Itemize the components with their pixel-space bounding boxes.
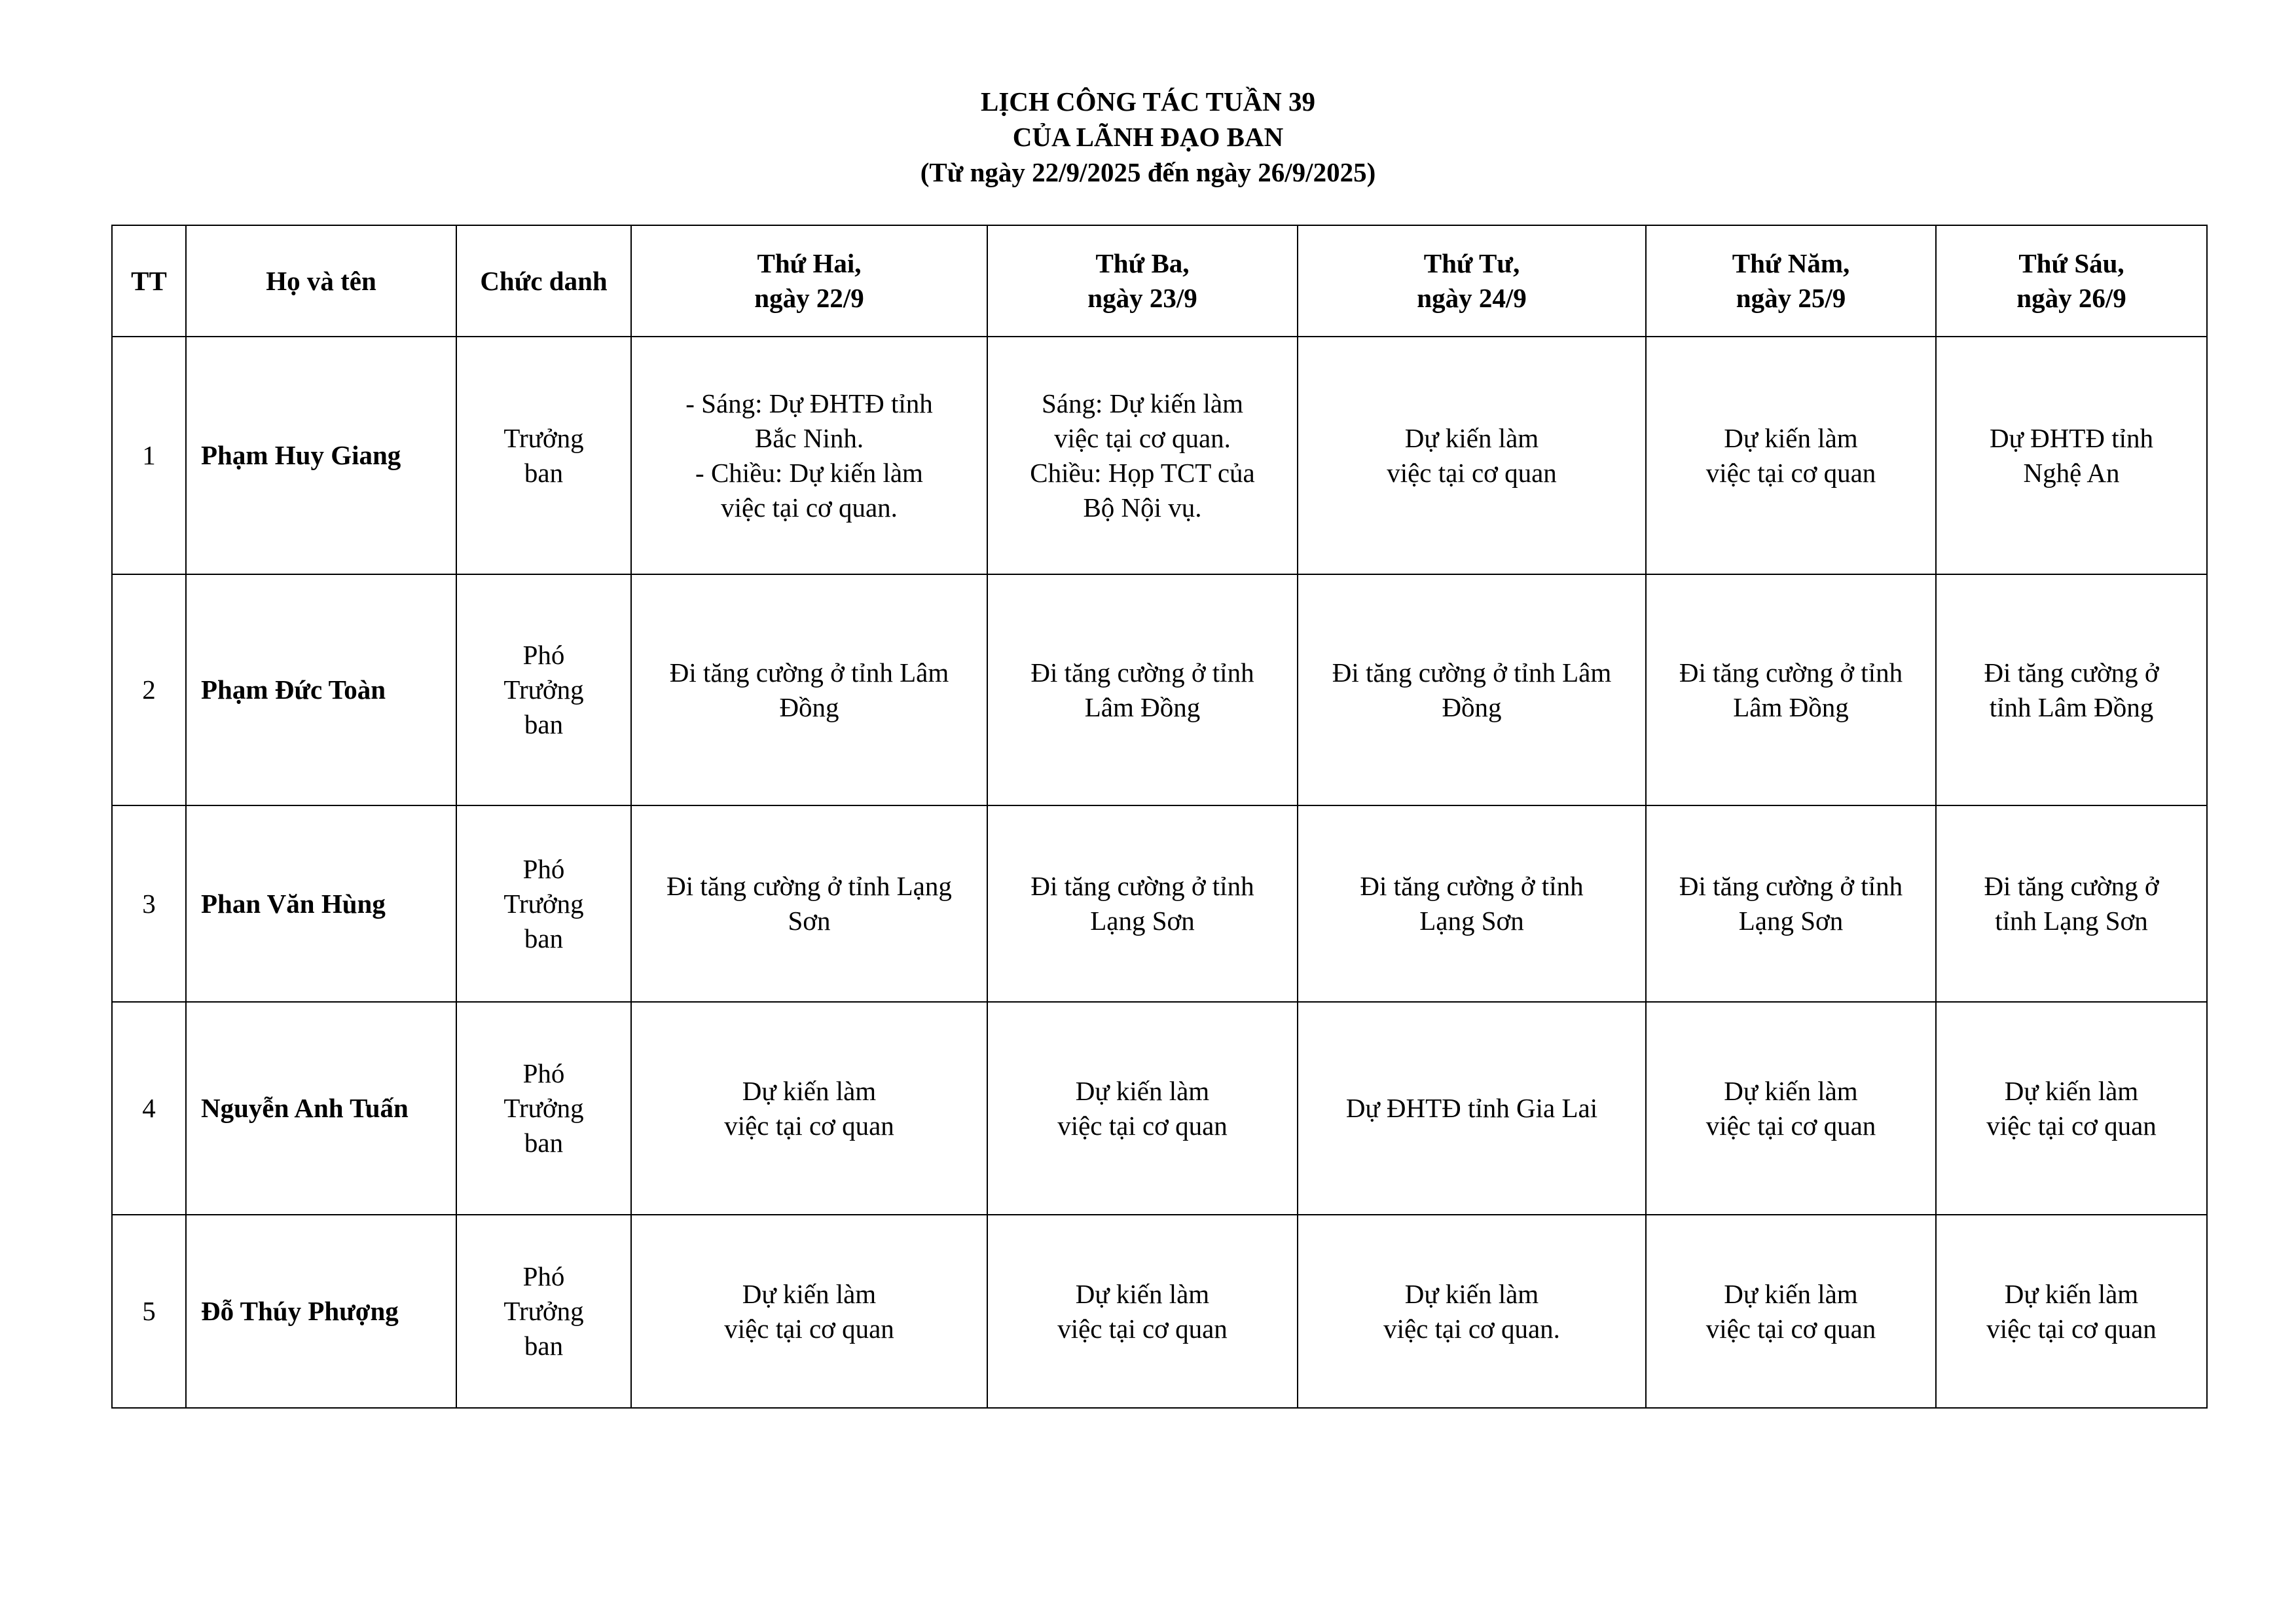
header-name: Họ và tên	[186, 225, 456, 337]
header-date: ngày 25/9	[1736, 283, 1846, 313]
header-date: ngày 22/9	[754, 283, 864, 313]
position-title-line: Trưởng	[503, 888, 584, 919]
schedule-cell-line: Đi tăng cường ở tỉnh Lâm	[669, 657, 949, 688]
schedule-cell-line: việc tại cơ quan	[1057, 1110, 1228, 1141]
schedule-cell-line: việc tại cơ quan.	[721, 492, 898, 523]
schedule-cell-line: Đi tăng cường ở tỉnh Lạng	[666, 871, 952, 901]
table-header-row	[112, 225, 2207, 337]
document-title	[0, 84, 2296, 190]
position-title-line: ban	[524, 923, 564, 953]
header-title: Chức danh	[456, 225, 631, 337]
schedule-cell-line: Dự kiến làm	[1075, 1075, 1210, 1106]
schedule-cell-line: Đi tăng cường ở tỉnh	[1360, 871, 1584, 901]
schedule-cell-line: việc tại cơ quan	[1057, 1313, 1228, 1344]
row-number: 3	[112, 805, 186, 1002]
header-weekday: Thứ Tư,	[1423, 248, 1520, 278]
header-day-friday	[1936, 225, 2207, 337]
person-name: Phạm Đức Toàn	[186, 574, 456, 805]
schedule-cell-line: Đi tăng cường ở tỉnh	[1679, 871, 1903, 901]
header-weekday: Thứ Năm,	[1732, 248, 1850, 278]
schedule-cell-wednesday	[1298, 1215, 1646, 1408]
schedule-cell-tuesday	[987, 574, 1298, 805]
table-row	[112, 574, 2207, 805]
schedule-cell-line: Dự kiến làm	[1724, 1075, 1858, 1106]
schedule-cell-line: - Chiều: Dự kiến làm	[695, 457, 923, 488]
schedule-cell-line: Đồng	[779, 692, 839, 722]
schedule-cell-line: Lạng Sơn	[1090, 906, 1195, 936]
schedule-cell-thursday	[1646, 337, 1936, 574]
schedule-cell-friday	[1936, 574, 2207, 805]
person-name: Phạm Huy Giang	[186, 337, 456, 574]
schedule-cell-line: việc tại cơ quan	[724, 1110, 894, 1141]
position-title-line: Trưởng	[503, 1093, 584, 1123]
schedule-cell-line: Dự kiến làm	[1724, 422, 1858, 453]
position-title-line: ban	[524, 457, 564, 488]
schedule-cell-line: Đi tăng cường ở tỉnh	[1030, 871, 1254, 901]
schedule-cell-line: Dự ĐHTĐ tỉnh	[1990, 422, 2153, 453]
schedule-cell-line: việc tại cơ quan	[1705, 457, 1876, 488]
schedule-cell-tuesday	[987, 337, 1298, 574]
schedule-cell-line: Dự kiến làm	[1404, 1278, 1539, 1309]
schedule-cell-line: Dự kiến làm	[1404, 422, 1539, 453]
position-title-line: Phó	[522, 1058, 565, 1088]
position-title	[456, 337, 631, 574]
schedule-cell-line: Dự ĐHTĐ tỉnh Gia Lai	[1345, 1093, 1598, 1123]
schedule-cell-line: Dự kiến làm	[1724, 1278, 1858, 1309]
schedule-cell-line: việc tại cơ quan	[1387, 457, 1557, 488]
position-title-line: Phó	[522, 640, 565, 670]
schedule-cell-thursday	[1646, 1215, 1936, 1408]
schedule-cell-monday	[631, 574, 987, 805]
row-number: 2	[112, 574, 186, 805]
row-number: 1	[112, 337, 186, 574]
header-day-monday	[631, 225, 987, 337]
schedule-cell-line: Đi tăng cường ở tỉnh	[1030, 657, 1254, 688]
position-title-line: Trưởng	[503, 674, 584, 705]
schedule-cell-line: việc tại cơ quan.	[1383, 1313, 1560, 1344]
schedule-cell-line: Dự kiến làm	[742, 1075, 877, 1106]
schedule-cell-line: - Sáng: Dự ĐHTĐ tỉnh	[685, 388, 933, 418]
schedule-cell-line: việc tại cơ quan	[1705, 1313, 1876, 1344]
person-name: Phan Văn Hùng	[186, 805, 456, 1002]
row-number: 5	[112, 1215, 186, 1408]
person-name: Đỗ Thúy Phượng	[186, 1215, 456, 1408]
schedule-cell-thursday	[1646, 574, 1936, 805]
position-title-line: Phó	[522, 853, 565, 884]
position-title-line: ban	[524, 709, 564, 739]
schedule-cell-line: Nghệ An	[2023, 457, 2120, 488]
table-row	[112, 805, 2207, 1002]
position-title-line: Phó	[522, 1261, 565, 1291]
schedule-cell-line: việc tại cơ quan	[1986, 1110, 2157, 1141]
schedule-cell-line: việc tại cơ quan	[1986, 1313, 2157, 1344]
schedule-cell-tuesday	[987, 805, 1298, 1002]
schedule-cell-wednesday	[1298, 337, 1646, 574]
schedule-cell-line: Đi tăng cường ở tỉnh Lâm	[1332, 657, 1612, 688]
header-date: ngày 26/9	[2016, 283, 2126, 313]
schedule-cell-line: Chiều: Họp TCT của	[1030, 457, 1255, 488]
schedule-cell-line: Dự kiến làm	[1075, 1278, 1210, 1309]
schedule-cell-line: Lâm Đồng	[1084, 692, 1201, 722]
schedule-cell-line: Dự kiến làm	[742, 1278, 877, 1309]
schedule-cell-monday	[631, 805, 987, 1002]
header-weekday: Thứ Sáu,	[2018, 248, 2124, 278]
schedule-cell-monday	[631, 1215, 987, 1408]
schedule-cell-line: việc tại cơ quan.	[1054, 422, 1231, 453]
schedule-cell-thursday	[1646, 805, 1936, 1002]
schedule-cell-line: việc tại cơ quan	[724, 1313, 894, 1344]
schedule-cell-friday	[1936, 1002, 2207, 1215]
schedule-cell-tuesday	[987, 1002, 1298, 1215]
schedule-cell-line: Sáng: Dự kiến làm	[1041, 388, 1244, 418]
header-date: ngày 23/9	[1087, 283, 1197, 313]
table-row	[112, 337, 2207, 574]
schedule-cell-line: Bộ Nội vụ.	[1083, 492, 1202, 523]
weekly-schedule-table	[111, 225, 2208, 1409]
header-weekday: Thứ Ba,	[1095, 248, 1190, 278]
schedule-cell-line: Đi tăng cường ở tỉnh	[1679, 657, 1903, 688]
schedule-cell-line: Lạng Sơn	[1419, 906, 1524, 936]
position-title-line: ban	[524, 1331, 564, 1361]
position-title-line: Trưởng	[503, 1296, 584, 1326]
schedule-cell-line: Đồng	[1442, 692, 1502, 722]
position-title	[456, 1215, 631, 1408]
schedule-cell-line: Dự kiến làm	[2004, 1075, 2139, 1106]
position-title-line: ban	[524, 1128, 564, 1158]
position-title	[456, 1002, 631, 1215]
schedule-cell-monday	[631, 337, 987, 574]
schedule-cell-line: việc tại cơ quan	[1705, 1110, 1876, 1141]
schedule-cell-line: Đi tăng cường ở	[1984, 657, 2159, 688]
header-day-thursday	[1646, 225, 1936, 337]
schedule-cell-line: Lâm Đồng	[1733, 692, 1849, 722]
schedule-cell-line: tỉnh Lâm Đồng	[1989, 692, 2154, 722]
position-title-line: Trưởng	[503, 422, 584, 453]
header-tt: TT	[112, 225, 186, 337]
schedule-cell-friday	[1936, 1215, 2207, 1408]
schedule-cell-tuesday	[987, 1215, 1298, 1408]
position-title	[456, 805, 631, 1002]
schedule-cell-line: Dự kiến làm	[2004, 1278, 2139, 1309]
schedule-cell-line: Lạng Sơn	[1738, 906, 1844, 936]
header-date: ngày 24/9	[1417, 283, 1527, 313]
schedule-cell-monday	[631, 1002, 987, 1215]
title-date-range: (Từ ngày 22/9/2025 đến ngày 26/9/2025)	[920, 157, 1376, 187]
title-line-1: LỊCH CÔNG TÁC TUẦN 39	[980, 86, 1316, 117]
table-row	[112, 1002, 2207, 1215]
schedule-cell-wednesday	[1298, 574, 1646, 805]
schedule-cell-line: tỉnh Lạng Sơn	[1995, 906, 2148, 936]
schedule-cell-wednesday	[1298, 805, 1646, 1002]
header-day-tuesday	[987, 225, 1298, 337]
title-line-2: CỦA LÃNH ĐẠO BAN	[1012, 122, 1284, 152]
schedule-cell-friday	[1936, 805, 2207, 1002]
person-name: Nguyễn Anh Tuấn	[186, 1002, 456, 1215]
schedule-cell-line: Sơn	[788, 906, 831, 936]
schedule-cell-line: Bắc Ninh.	[754, 422, 864, 453]
table-row	[112, 1215, 2207, 1408]
schedule-cell-wednesday	[1298, 1002, 1646, 1215]
header-day-wednesday	[1298, 225, 1646, 337]
row-number: 4	[112, 1002, 186, 1215]
schedule-cell-line: Đi tăng cường ở	[1984, 871, 2159, 901]
schedule-cell-friday	[1936, 337, 2207, 574]
header-weekday: Thứ Hai,	[757, 248, 862, 278]
schedule-cell-thursday	[1646, 1002, 1936, 1215]
position-title	[456, 574, 631, 805]
